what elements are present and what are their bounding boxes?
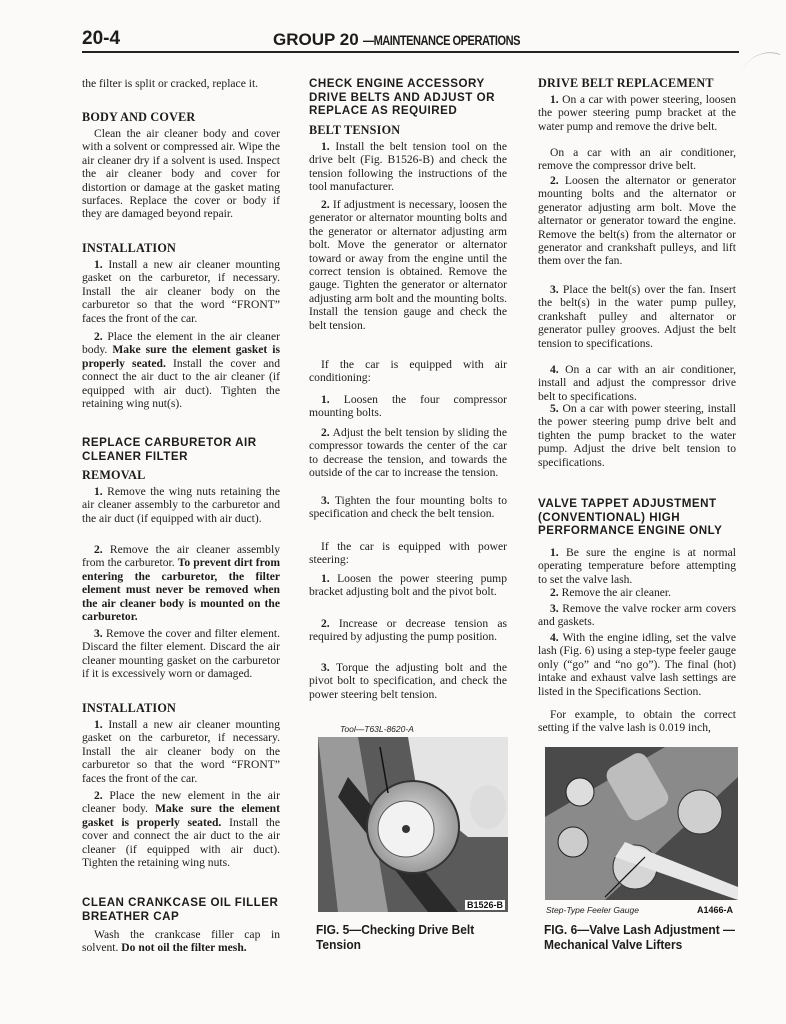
section-heading [82, 436, 280, 463]
text-run: Be sure the engine is at normal operating temperature before attempting to set the valve lash. [538, 546, 736, 586]
paragraph [538, 546, 736, 586]
text-run: Install the belt tension tool on the drive belt (Fig. B1526-B) and check the tension following the instructions of the tool manufacturer. [309, 140, 507, 194]
page-number: 20-4 [82, 28, 121, 49]
bold-text: 1. [550, 93, 559, 106]
bold-text: 2. [321, 198, 330, 211]
paragraph [538, 146, 736, 173]
text-run: Place the new element in the air cleaner body. [82, 789, 280, 816]
paragraph [309, 140, 507, 194]
section-heading [538, 497, 736, 538]
text-run: Tighten the four mounting bolts to specification and check the belt tension. [309, 494, 507, 521]
section-heading [309, 77, 507, 118]
section-heading [82, 896, 280, 923]
bold-text: Make sure the element gasket is properly seated. [82, 802, 280, 829]
text-run: If adjustment is necessary, loosen the generator or alternator mounting bolts and the generator or alternator adjusting arm bolt. Move the generator or alternator toward or away from the engine until the correct tension is obtained. Remove the gauge. Tighten the generator or alternator adjusting arm bolt and the mounting bolts. Install the tension gauge and check the belt tension. [309, 198, 507, 332]
bold-text: To prevent dirt from entering the carburetor, the filter element must never be removed when the air cleaner body is mounted on the carburetor. [82, 556, 280, 624]
paragraph [538, 708, 736, 735]
text-run: Install the cover and connect the air duct to the air cleaner (if equipped with air duct). Tighten the retaining wing nut(s). [82, 356, 280, 411]
paragraph [538, 283, 736, 350]
bold-text: 2. [550, 174, 559, 187]
text-run: Install a new air cleaner mounting gasket on the carburetor, if necessary. Install the air cleaner body on the carburetor so that the word “FRONT” faces the front of the car. [82, 718, 280, 785]
text-run: INSTALLATION [82, 701, 177, 715]
bold-text: 1. [94, 718, 103, 731]
paragraph [309, 661, 507, 701]
text-run: CHECK ENGINE ACCESSORY DRIVE BELTS AND ADJUST OR REPLACE AS REQUIRED [309, 77, 495, 118]
paragraph [309, 617, 507, 644]
paragraph [309, 358, 507, 385]
section-heading [82, 702, 280, 715]
paragraph [309, 393, 507, 420]
bold-text: 1. [94, 485, 103, 498]
paragraph [82, 789, 280, 869]
header-rule [82, 51, 739, 53]
text-run: On a car with an air conditioner, remove the compressor drive belt. [538, 146, 736, 173]
section-title: —MAINTENANCE OPERATIONS [363, 33, 521, 48]
text-run: Place the belt(s) over the fan. Insert the belt(s) in the water pump pulley, crankshaft pulley and alternator or generator pulley grooves. Adjust the belt tension to specifications. [538, 283, 736, 350]
text-run: If the car is equipped with power steering: [309, 540, 507, 567]
bold-text: 4. [550, 631, 559, 644]
bold-text: 2. [321, 617, 330, 630]
paragraph [82, 127, 280, 221]
text-run: CLEAN CRANKCASE OIL FILLER BREATHER CAP [82, 896, 279, 923]
text-run: BODY AND COVER [82, 110, 196, 124]
fig5-id: B1526-B [466, 900, 503, 910]
fig6-part-label: Step-Type Feeler Gauge [546, 905, 639, 915]
fig6-photo-valve-lash [545, 747, 738, 900]
bold-text: 2. [550, 586, 559, 599]
group-title: GROUP 20 [273, 30, 359, 49]
running-header [273, 30, 555, 50]
text-run: VALVE TAPPET ADJUSTMENT (CONVENTIONAL) HIGH PERFORMANCE ENGINE ONLY [538, 497, 723, 538]
bold-text: 3. [321, 494, 330, 507]
text-run: DRIVE BELT REPLACEMENT [538, 76, 714, 90]
paragraph [309, 540, 507, 567]
text-run: REPLACE CARBURETOR AIR CLEANER FILTER [82, 436, 257, 463]
text-run: On a car with power steering, loosen the power steering pump bracket at the water pump and remove the drive belt. [538, 93, 736, 133]
paragraph [309, 426, 507, 480]
text-run: Adjust the belt tension by sliding the compressor towards the center of the car to decrease the tension, and towards the outside of the car to increase the tension. [309, 426, 507, 480]
paragraph [82, 928, 280, 955]
text-run: Place the element in the air cleaner body. [82, 330, 280, 357]
bold-text: 3. [321, 661, 330, 674]
text-run: Torque the adjusting bolt and the pivot bolt to specification, and check the power steering belt tension. [309, 661, 507, 701]
paragraph [538, 631, 736, 698]
section-heading [82, 469, 280, 482]
bold-text: 2. [94, 330, 103, 343]
text-run: Clean the air cleaner body and cover with a solvent or compressed air. Wipe the air cleaner dry if a solvent is used. Inspect the air cleaner body and cover for distortion or damage at the gasket mating surfaces. Replace the cover or body if they are damaged beyond repair. [82, 127, 280, 221]
bold-text: 3. [550, 602, 559, 615]
text-run: Loosen the four compressor mounting bolts. [309, 393, 507, 420]
section-heading [538, 77, 736, 90]
text-run: Remove the valve rocker arm covers and gaskets. [538, 602, 736, 629]
text-run: Remove the wing nuts retaining the air cleaner assembly to the carburetor and the air duct (if equipped with air duct). [82, 485, 280, 525]
text-run: INSTALLATION [82, 241, 177, 255]
bold-text: Make sure the element gasket is properly seated. [82, 343, 280, 370]
paragraph [82, 718, 280, 785]
paragraph [82, 627, 280, 681]
text-run: Remove the air cleaner. [558, 586, 672, 599]
bold-text: 3. [94, 627, 103, 640]
bold-text: 2. [321, 426, 330, 439]
fig6-caption: FIG. 6—Valve Lash Adjustment —Mechanical Valve Lifters [544, 922, 735, 952]
section-heading [82, 242, 280, 255]
paragraph [82, 330, 280, 410]
paragraph [82, 543, 280, 623]
text-run: Remove the cover and filter element. Discard the filter element. Discard the air cleaner mounting gasket on the carburetor if it is excessively worn or damaged. [82, 627, 280, 681]
text-run: Increase or decrease tension as required by adjusting the pump position. [309, 617, 507, 644]
paragraph [82, 258, 280, 325]
bold-text: 5. [550, 402, 559, 415]
fig5-caption: FIG. 5—Checking Drive Belt Tension [316, 922, 475, 952]
bold-text: 4. [550, 363, 559, 376]
bold-text: 1. [321, 393, 330, 406]
fig5-tool-label: Tool—T63L-8620-A [340, 724, 414, 734]
text-run: Loosen the alternator or generator mounting bolts and the alternator or generator adjusting arm bolt. Move the alternator or generator toward the engine. Remove the belt(s) from the alternator or generator and crankshaft pulleys, and lift them over the fan. [538, 174, 736, 268]
paragraph [82, 485, 280, 525]
fig6-id: A1466-A [697, 905, 734, 915]
text-run: Install the cover and connect the air duct to the air cleaner (if equipped with air duct). Tighten the retaining wing nuts. [82, 815, 280, 870]
text-run: BELT TENSION [309, 123, 401, 137]
text-run: If the car is equipped with air conditioning: [309, 358, 507, 385]
fig5-photo-belt-tension-gauge [318, 737, 508, 912]
paragraph [538, 93, 736, 133]
paragraph [309, 572, 507, 599]
bold-text: 1. [321, 572, 330, 585]
text-run: For example, to obtain the correct setting if the valve lash is 0.019 inch, [538, 708, 736, 735]
page-corner-curl [742, 44, 781, 83]
text-run: Loosen the power steering pump bracket adjusting bolt and the pivot bolt. [309, 572, 507, 599]
paragraph [538, 174, 736, 268]
text-run: On a car with power steering, install the power steering pump drive belt and tighten the pump bracket to the water pump. Adjust the drive belt tension to specifications. [538, 402, 736, 469]
section-heading [309, 124, 507, 137]
paragraph [538, 402, 736, 469]
bold-text: Do not oil the filter mesh. [121, 941, 247, 955]
paragraph [538, 602, 736, 629]
paragraph [538, 363, 736, 403]
paragraph [309, 198, 507, 332]
paragraph [82, 77, 280, 90]
bold-text: 2. [94, 789, 103, 802]
text-run: Remove the air cleaner assembly from the carburetor. [82, 543, 280, 570]
text-run: On a car with an air conditioner, install and adjust the compressor drive belt to specifications. [538, 363, 736, 403]
paragraph [538, 586, 736, 599]
bold-text: 1. [94, 258, 103, 271]
bold-text: 2. [94, 543, 103, 556]
bold-text: 1. [550, 546, 559, 559]
text-run: REMOVAL [82, 468, 146, 482]
paragraph [309, 494, 507, 521]
text-run: the filter is split or cracked, replace it. [82, 77, 259, 90]
text-run: With the engine idling, set the valve lash (Fig. 6) using a step-type feeler gauge only (“go” and “no go”). The final (hot) intake and exhaust valve lash settings are listed in the Specifications Section. [538, 631, 736, 698]
bold-text: 1. [321, 140, 330, 153]
section-heading [82, 111, 280, 124]
text-run: Install a new air cleaner mounting gasket on the carburetor, if necessary. Install the air cleaner body on the carburetor so that the word “FRONT” faces the front of the car. [82, 258, 280, 325]
text-run: Wash the crankcase filler cap in solvent. [82, 928, 280, 955]
bold-text: 3. [550, 283, 559, 296]
